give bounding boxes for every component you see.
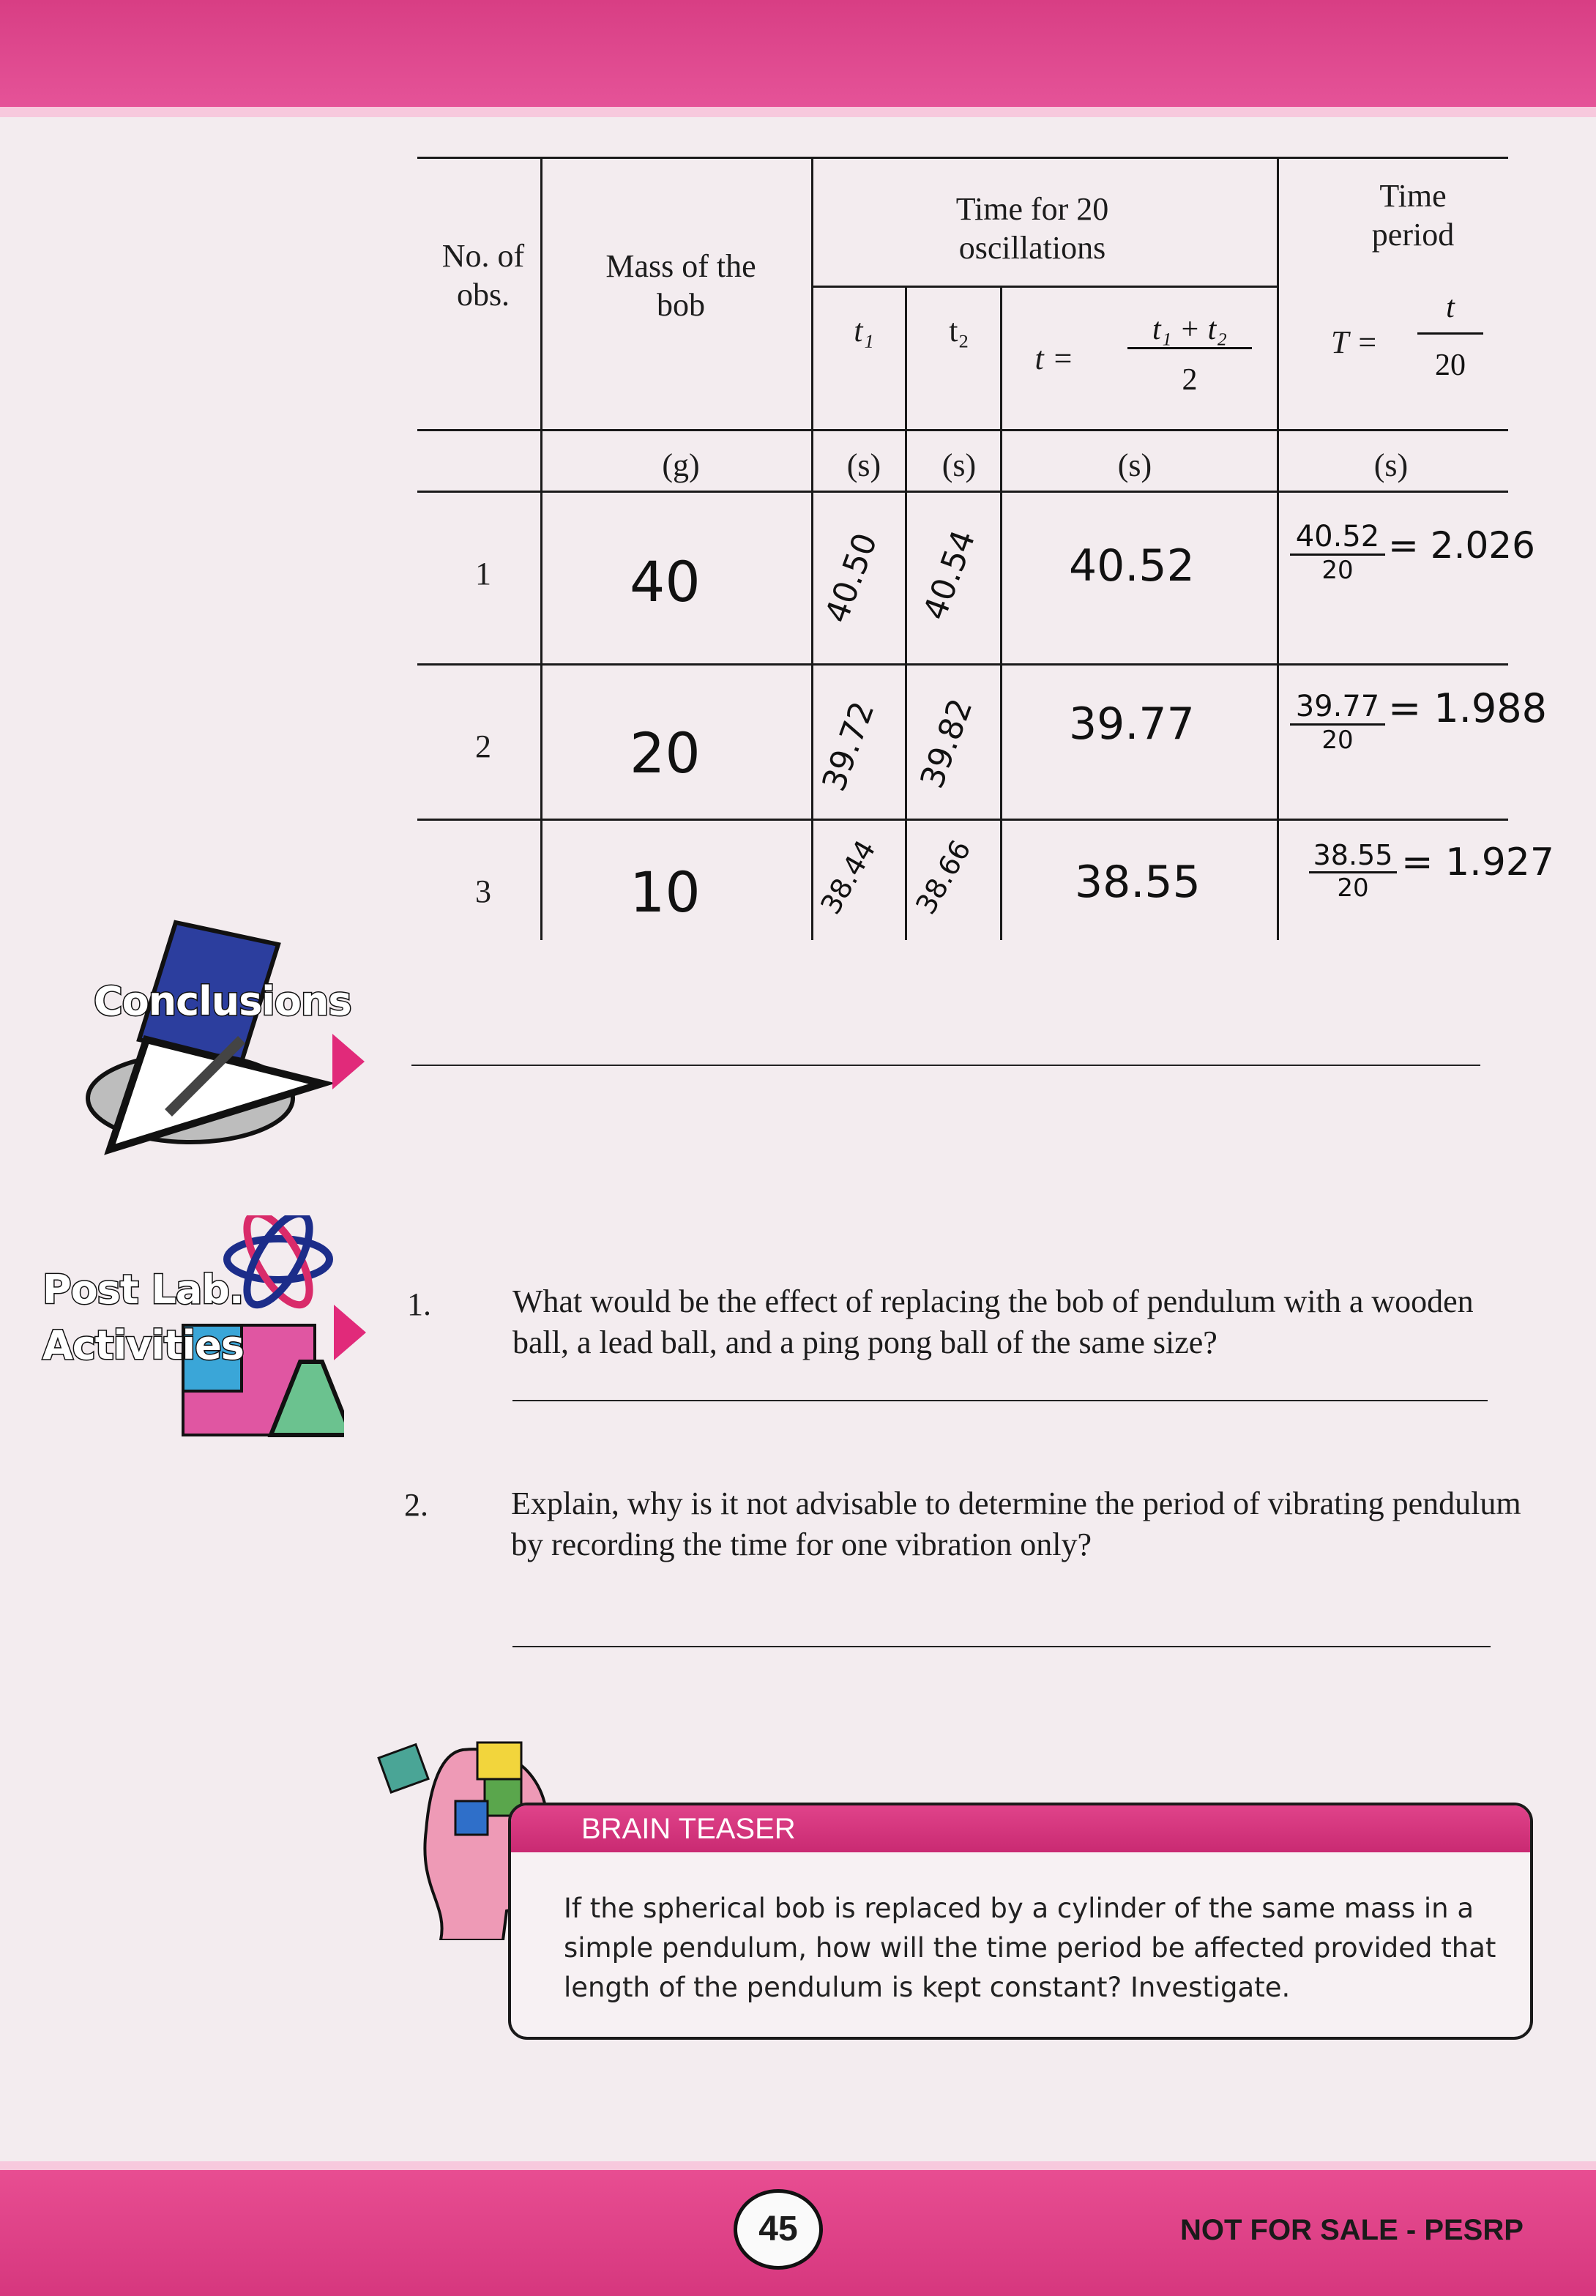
row3-T-result: = 1.927 [1401,840,1554,884]
header-t1: t₁ [854,313,874,348]
row1-t2: 40.54 [916,525,983,625]
t-formula-denominator: 2 [1182,363,1198,397]
header-t2: t₂ [949,313,969,348]
row3-t2: 38.66 [909,834,977,920]
row2-T-numerator: 39.77 [1290,690,1385,726]
conclusions-answer-line [411,1065,1480,1066]
page-number: 45 [734,2189,823,2270]
unit-T: (s) [1373,447,1409,483]
row3-t: 38.55 [1075,857,1201,908]
row3-no: 3 [475,873,491,909]
header-t-formula-lhs: t = [1034,340,1074,376]
header-T-formula-fraction [1417,290,1483,383]
row1-mass: 40 [630,549,701,614]
question-1-answer-line [512,1400,1488,1401]
header-mass: Mass of the bob [605,248,756,323]
post-lab-title-line2: Activities [42,1322,244,1368]
row1-no: 1 [475,556,491,592]
question-1-text: What would be the effect of replacing the bob of pendulum with a wooden ball, a lead ball, and a ping pong ball of the same size? [512,1283,1474,1360]
row2-no: 2 [475,728,491,764]
brain-teaser-text: If the spherical bob is replaced by a cylinder of the same mass in a simple pendulum, how will the time period be affected provided that length of the pendulum is kept constant? Investigate. [564,1893,1496,2003]
header-obs: No. of obs. [441,238,525,313]
header-period: Time period [1371,178,1455,253]
header-t-formula-fraction [1127,312,1252,398]
question-1-number: 1. [407,1286,431,1322]
row1-T-denominator: 20 [1321,556,1354,585]
top-banner [0,0,1596,117]
row1-t1: 40.50 [818,528,885,628]
row3-mass: 10 [630,860,701,925]
row3-T-denominator: 20 [1337,873,1369,903]
header-time20: Time for 20 oscillations [955,191,1109,266]
row2-t: 39.77 [1069,698,1195,750]
T-formula-denominator: 20 [1435,348,1466,382]
row3-T-numerator: 38.55 [1309,839,1397,873]
row1-T-fraction [1290,520,1385,585]
unit-t: (s) [1117,447,1152,483]
row3-t1: 38.44 [814,834,882,920]
post-lab-badge [37,1215,344,1457]
conclusions-title: Conclusions [94,978,351,1024]
post-lab-title-line1: Post Lab. [42,1267,244,1313]
row2-t1: 39.72 [815,696,882,797]
T-formula-numerator: t [1417,290,1483,335]
conclusions-badge [59,915,366,1164]
t-formula-numerator: t₁ + t₂ [1127,312,1252,349]
conclusions-arrow-icon [332,1034,365,1089]
row1-t: 40.52 [1069,540,1195,592]
question-2-answer-line [512,1646,1491,1647]
question-2-number: 2. [404,1487,428,1523]
unit-mass: (g) [662,447,700,483]
footer-notice: NOT FOR SALE - PESRP [1180,2214,1524,2246]
post-lab-arrow-icon [334,1305,366,1360]
row2-t2: 39.82 [913,693,980,794]
row2-T-fraction [1290,690,1385,755]
row2-T-result: = 1.988 [1388,685,1548,731]
header-T-formula-lhs: T = [1330,324,1379,360]
conclusions-illustration-icon [59,915,366,1164]
brain-teaser-title: BRAIN TEASER [581,1813,796,1845]
row1-T-result: = 2.026 [1388,524,1535,567]
row1-T-numerator: 40.52 [1290,520,1385,556]
observation-table [417,157,1554,940]
unit-t1: (s) [846,447,881,483]
row2-T-denominator: 20 [1321,726,1354,755]
row2-mass: 20 [630,720,701,786]
question-2-text: Explain, why is it not advisable to determine the period of vibrating pendulum by recording the time for one vibration only? [511,1486,1521,1562]
unit-t2: (s) [941,447,977,483]
brain-teaser-box [508,1803,1533,2040]
row3-T-fraction [1309,839,1397,903]
